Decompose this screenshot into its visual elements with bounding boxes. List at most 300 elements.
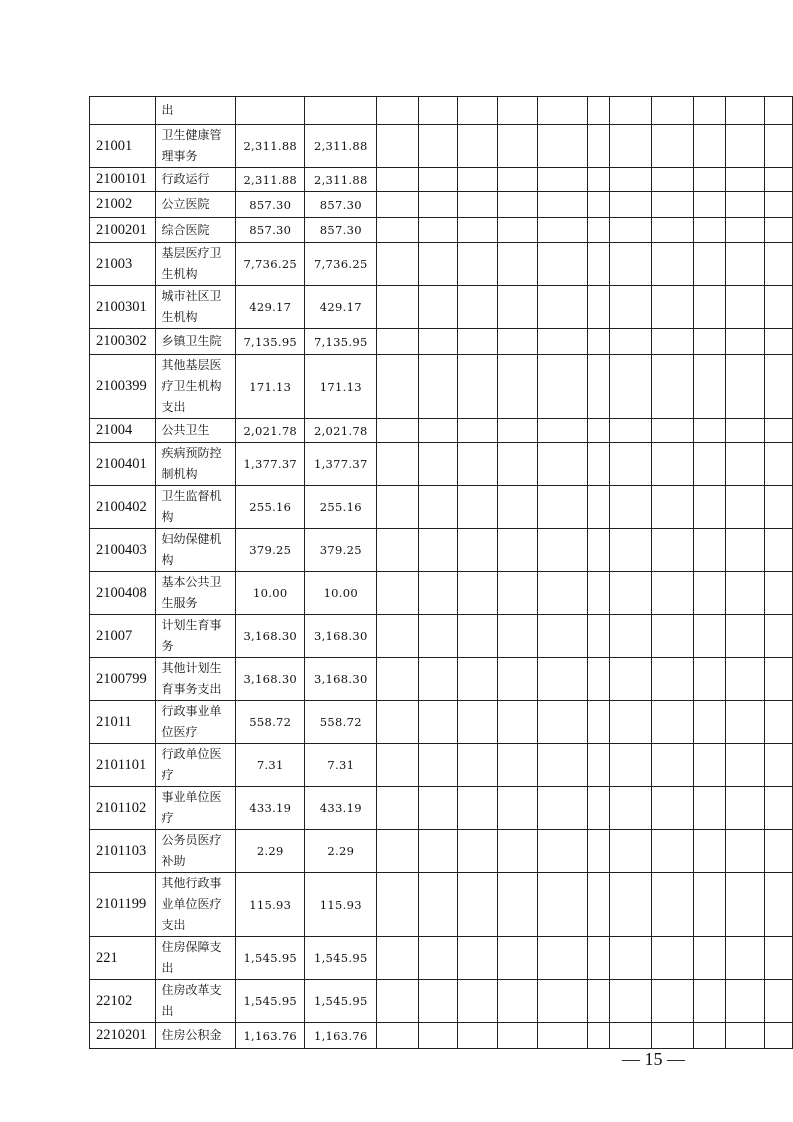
empty-cell (609, 286, 652, 329)
basic-amount-cell: 2,311.88 (305, 125, 377, 168)
empty-cell (537, 873, 587, 937)
empty-cell (587, 329, 609, 355)
subject-code-cell: 21003 (90, 243, 156, 286)
empty-cell (457, 615, 498, 658)
empty-cell (693, 419, 725, 443)
subject-code-cell: 21002 (90, 192, 156, 218)
empty-cell (457, 787, 498, 830)
empty-cell (764, 529, 792, 572)
empty-cell (764, 419, 792, 443)
empty-cell (764, 937, 792, 980)
table-row (90, 486, 793, 529)
total-amount-cell: 255.16 (236, 486, 305, 529)
empty-cell (725, 192, 764, 218)
empty-cell (537, 980, 587, 1023)
empty-cell (725, 701, 764, 744)
empty-cell (457, 97, 498, 125)
subject-name-cell: 住房公积金 (155, 1023, 236, 1049)
total-amount-cell: 7,736.25 (236, 243, 305, 286)
subject-code-cell: 2100201 (90, 218, 156, 243)
empty-cell (377, 443, 419, 486)
empty-cell (457, 243, 498, 286)
empty-cell (377, 125, 419, 168)
empty-cell (725, 355, 764, 419)
empty-cell (457, 572, 498, 615)
empty-cell (537, 218, 587, 243)
table-row (90, 192, 793, 218)
subject-name-cell: 综合医院 (155, 218, 236, 243)
empty-cell (498, 419, 538, 443)
empty-cell (693, 658, 725, 701)
basic-amount-cell: 171.13 (305, 355, 377, 419)
empty-cell (652, 937, 694, 980)
empty-cell (587, 1023, 609, 1049)
table-row (90, 419, 793, 443)
empty-cell (377, 97, 419, 125)
empty-cell (377, 744, 419, 787)
empty-cell (498, 744, 538, 787)
empty-cell (587, 615, 609, 658)
basic-amount-cell: 255.16 (305, 486, 377, 529)
empty-cell (693, 787, 725, 830)
empty-cell (498, 873, 538, 937)
empty-cell (457, 937, 498, 980)
total-amount-cell: 429.17 (236, 286, 305, 329)
empty-cell (652, 329, 694, 355)
empty-cell (377, 218, 419, 243)
subject-name-cell: 疾病预防控制机构 (155, 443, 236, 486)
empty-cell (457, 1023, 498, 1049)
total-amount-cell (236, 97, 305, 125)
empty-cell (377, 658, 419, 701)
subject-code-cell: 21004 (90, 419, 156, 443)
empty-cell (587, 168, 609, 192)
empty-cell (764, 486, 792, 529)
empty-cell (457, 192, 498, 218)
basic-amount-cell: 1,545.95 (305, 980, 377, 1023)
total-amount-cell: 10.00 (236, 572, 305, 615)
empty-cell (498, 658, 538, 701)
table-row (90, 980, 793, 1023)
empty-cell (609, 125, 652, 168)
empty-cell (609, 980, 652, 1023)
empty-cell (537, 937, 587, 980)
empty-cell (377, 980, 419, 1023)
empty-cell (587, 830, 609, 873)
empty-cell (693, 701, 725, 744)
empty-cell (537, 658, 587, 701)
empty-cell (764, 873, 792, 937)
empty-cell (587, 937, 609, 980)
empty-cell (652, 97, 694, 125)
empty-cell (377, 787, 419, 830)
basic-amount-cell: 2,311.88 (305, 168, 377, 192)
subject-code-cell: 2101101 (90, 744, 156, 787)
empty-cell (725, 937, 764, 980)
empty-cell (418, 658, 457, 701)
empty-cell (652, 658, 694, 701)
basic-amount-cell: 7.31 (305, 744, 377, 787)
subject-code-cell: 2100408 (90, 572, 156, 615)
total-amount-cell: 1,545.95 (236, 937, 305, 980)
empty-cell (457, 873, 498, 937)
empty-cell (587, 873, 609, 937)
empty-cell (537, 97, 587, 125)
empty-cell (764, 701, 792, 744)
empty-cell (725, 443, 764, 486)
empty-cell (418, 1023, 457, 1049)
empty-cell (725, 97, 764, 125)
empty-cell (587, 97, 609, 125)
table-row (90, 937, 793, 980)
subject-name-cell: 公立医院 (155, 192, 236, 218)
empty-cell (693, 243, 725, 286)
empty-cell (693, 125, 725, 168)
empty-cell (418, 937, 457, 980)
empty-cell (498, 329, 538, 355)
table-row (90, 286, 793, 329)
empty-cell (693, 329, 725, 355)
empty-cell (764, 980, 792, 1023)
empty-cell (498, 443, 538, 486)
empty-cell (498, 701, 538, 744)
table-row (90, 873, 793, 937)
subject-code-cell: 21011 (90, 701, 156, 744)
empty-cell (587, 125, 609, 168)
table-row (90, 243, 793, 286)
empty-cell (725, 529, 764, 572)
empty-cell (498, 937, 538, 980)
empty-cell (457, 443, 498, 486)
subject-name-cell: 住房保障支出 (155, 937, 236, 980)
empty-cell (418, 615, 457, 658)
subject-name-cell: 行政事业单位医疗 (155, 701, 236, 744)
empty-cell (457, 980, 498, 1023)
empty-cell (609, 355, 652, 419)
table-row (90, 529, 793, 572)
subject-name-cell: 公共卫生 (155, 419, 236, 443)
table-row (90, 615, 793, 658)
total-amount-cell: 115.93 (236, 873, 305, 937)
total-amount-cell: 857.30 (236, 192, 305, 218)
empty-cell (418, 980, 457, 1023)
empty-cell (457, 286, 498, 329)
basic-amount-cell: 115.93 (305, 873, 377, 937)
total-amount-cell: 433.19 (236, 787, 305, 830)
basic-amount-cell: 1,377.37 (305, 443, 377, 486)
empty-cell (377, 615, 419, 658)
total-amount-cell: 3,168.30 (236, 658, 305, 701)
empty-cell (764, 830, 792, 873)
empty-cell (587, 658, 609, 701)
empty-cell (652, 419, 694, 443)
empty-cell (609, 529, 652, 572)
empty-cell (537, 192, 587, 218)
empty-cell (609, 787, 652, 830)
total-amount-cell: 857.30 (236, 218, 305, 243)
table-row (90, 830, 793, 873)
empty-cell (377, 486, 419, 529)
total-amount-cell: 7.31 (236, 744, 305, 787)
empty-cell (418, 443, 457, 486)
empty-cell (764, 286, 792, 329)
empty-cell (537, 286, 587, 329)
subject-name-cell: 基本公共卫生服务 (155, 572, 236, 615)
empty-cell (418, 529, 457, 572)
empty-cell (377, 419, 419, 443)
empty-cell (725, 615, 764, 658)
subject-code-cell: 2101199 (90, 873, 156, 937)
empty-cell (609, 701, 652, 744)
empty-cell (537, 168, 587, 192)
empty-cell (377, 243, 419, 286)
empty-cell (693, 1023, 725, 1049)
empty-cell (498, 286, 538, 329)
empty-cell (498, 168, 538, 192)
subject-code-cell: 2100401 (90, 443, 156, 486)
empty-cell (498, 830, 538, 873)
subject-name-cell: 妇幼保健机构 (155, 529, 236, 572)
empty-cell (377, 168, 419, 192)
empty-cell (652, 701, 694, 744)
empty-cell (457, 486, 498, 529)
empty-cell (498, 615, 538, 658)
empty-cell (609, 218, 652, 243)
empty-cell (418, 355, 457, 419)
subject-name-cell: 公务员医疗补助 (155, 830, 236, 873)
empty-cell (377, 873, 419, 937)
empty-cell (457, 529, 498, 572)
empty-cell (457, 125, 498, 168)
empty-cell (725, 1023, 764, 1049)
empty-cell (587, 355, 609, 419)
empty-cell (609, 658, 652, 701)
subject-name-cell: 其他行政事业单位医疗支出 (155, 873, 236, 937)
empty-cell (457, 218, 498, 243)
empty-cell (377, 701, 419, 744)
table-row (90, 329, 793, 355)
subject-name-cell: 卫生健康管理事务 (155, 125, 236, 168)
empty-cell (587, 744, 609, 787)
empty-cell (609, 419, 652, 443)
empty-cell (764, 192, 792, 218)
empty-cell (418, 419, 457, 443)
empty-cell (418, 218, 457, 243)
total-amount-cell: 2.29 (236, 830, 305, 873)
empty-cell (693, 218, 725, 243)
empty-cell (725, 980, 764, 1023)
subject-name-cell: 行政运行 (155, 168, 236, 192)
empty-cell (587, 443, 609, 486)
empty-cell (693, 980, 725, 1023)
subject-name-cell: 事业单位医疗 (155, 787, 236, 830)
table-row (90, 658, 793, 701)
basic-amount-cell: 7,736.25 (305, 243, 377, 286)
empty-cell (652, 744, 694, 787)
subject-code-cell: 2101103 (90, 830, 156, 873)
empty-cell (498, 787, 538, 830)
table-body (90, 97, 793, 1049)
basic-amount-cell (305, 97, 377, 125)
budget-table-container (89, 96, 793, 1049)
empty-cell (498, 529, 538, 572)
empty-cell (652, 615, 694, 658)
empty-cell (693, 443, 725, 486)
empty-cell (693, 168, 725, 192)
empty-cell (498, 980, 538, 1023)
empty-cell (609, 744, 652, 787)
table-row (90, 787, 793, 830)
total-amount-cell: 1,163.76 (236, 1023, 305, 1049)
empty-cell (418, 486, 457, 529)
empty-cell (609, 1023, 652, 1049)
empty-cell (609, 97, 652, 125)
subject-code-cell: 2100302 (90, 329, 156, 355)
empty-cell (587, 286, 609, 329)
basic-amount-cell: 1,545.95 (305, 937, 377, 980)
empty-cell (652, 443, 694, 486)
empty-cell (418, 192, 457, 218)
empty-cell (725, 168, 764, 192)
table-row (90, 443, 793, 486)
empty-cell (377, 355, 419, 419)
basic-amount-cell: 7,135.95 (305, 329, 377, 355)
total-amount-cell: 7,135.95 (236, 329, 305, 355)
empty-cell (764, 218, 792, 243)
empty-cell (537, 486, 587, 529)
empty-cell (537, 615, 587, 658)
empty-cell (609, 443, 652, 486)
table-row (90, 97, 793, 125)
basic-amount-cell: 3,168.30 (305, 615, 377, 658)
empty-cell (693, 192, 725, 218)
basic-amount-cell: 1,163.76 (305, 1023, 377, 1049)
empty-cell (418, 787, 457, 830)
empty-cell (652, 787, 694, 830)
empty-cell (725, 218, 764, 243)
subject-name-cell: 计划生育事务 (155, 615, 236, 658)
basic-amount-cell: 857.30 (305, 218, 377, 243)
subject-code-cell: 2100301 (90, 286, 156, 329)
empty-cell (587, 486, 609, 529)
table-row (90, 572, 793, 615)
empty-cell (764, 243, 792, 286)
empty-cell (693, 572, 725, 615)
basic-amount-cell: 429.17 (305, 286, 377, 329)
empty-cell (652, 286, 694, 329)
empty-cell (587, 192, 609, 218)
empty-cell (418, 744, 457, 787)
empty-cell (693, 286, 725, 329)
empty-cell (609, 873, 652, 937)
empty-cell (537, 787, 587, 830)
empty-cell (725, 243, 764, 286)
empty-cell (498, 486, 538, 529)
basic-amount-cell: 3,168.30 (305, 658, 377, 701)
empty-cell (652, 830, 694, 873)
table-row (90, 355, 793, 419)
empty-cell (587, 243, 609, 286)
empty-cell (764, 787, 792, 830)
empty-cell (725, 125, 764, 168)
subject-name-cell: 城市社区卫生机构 (155, 286, 236, 329)
empty-cell (377, 192, 419, 218)
subject-code-cell: 22102 (90, 980, 156, 1023)
empty-cell (652, 355, 694, 419)
empty-cell (764, 329, 792, 355)
empty-cell (377, 572, 419, 615)
empty-cell (652, 529, 694, 572)
empty-cell (537, 419, 587, 443)
basic-amount-cell: 379.25 (305, 529, 377, 572)
empty-cell (537, 443, 587, 486)
empty-cell (764, 1023, 792, 1049)
subject-name-cell: 其他计划生育事务支出 (155, 658, 236, 701)
empty-cell (587, 218, 609, 243)
empty-cell (587, 980, 609, 1023)
empty-cell (764, 572, 792, 615)
empty-cell (498, 355, 538, 419)
empty-cell (498, 125, 538, 168)
empty-cell (725, 787, 764, 830)
empty-cell (693, 97, 725, 125)
empty-cell (693, 355, 725, 419)
empty-cell (377, 830, 419, 873)
empty-cell (725, 486, 764, 529)
empty-cell (498, 572, 538, 615)
empty-cell (587, 787, 609, 830)
total-amount-cell: 558.72 (236, 701, 305, 744)
empty-cell (652, 980, 694, 1023)
empty-cell (498, 192, 538, 218)
total-amount-cell: 1,377.37 (236, 443, 305, 486)
empty-cell (537, 329, 587, 355)
empty-cell (609, 486, 652, 529)
empty-cell (652, 243, 694, 286)
empty-cell (725, 658, 764, 701)
total-amount-cell: 2,311.88 (236, 168, 305, 192)
subject-code-cell: 2100399 (90, 355, 156, 419)
empty-cell (418, 329, 457, 355)
empty-cell (457, 355, 498, 419)
subject-code-cell (90, 97, 156, 125)
subject-name-cell: 行政单位医疗 (155, 744, 236, 787)
subject-code-cell: 221 (90, 937, 156, 980)
empty-cell (537, 243, 587, 286)
empty-cell (764, 168, 792, 192)
subject-code-cell: 2100403 (90, 529, 156, 572)
empty-cell (457, 701, 498, 744)
page-number: — 15 — (622, 1049, 685, 1069)
empty-cell (652, 486, 694, 529)
subject-code-cell: 2100799 (90, 658, 156, 701)
empty-cell (537, 830, 587, 873)
subject-code-cell: 2210201 (90, 1023, 156, 1049)
table-row (90, 744, 793, 787)
subject-code-cell: 2101102 (90, 787, 156, 830)
empty-cell (377, 329, 419, 355)
empty-cell (693, 529, 725, 572)
subject-name-cell: 乡镇卫生院 (155, 329, 236, 355)
empty-cell (609, 192, 652, 218)
empty-cell (498, 218, 538, 243)
empty-cell (764, 744, 792, 787)
empty-cell (587, 572, 609, 615)
empty-cell (609, 937, 652, 980)
total-amount-cell: 379.25 (236, 529, 305, 572)
empty-cell (418, 286, 457, 329)
empty-cell (652, 192, 694, 218)
